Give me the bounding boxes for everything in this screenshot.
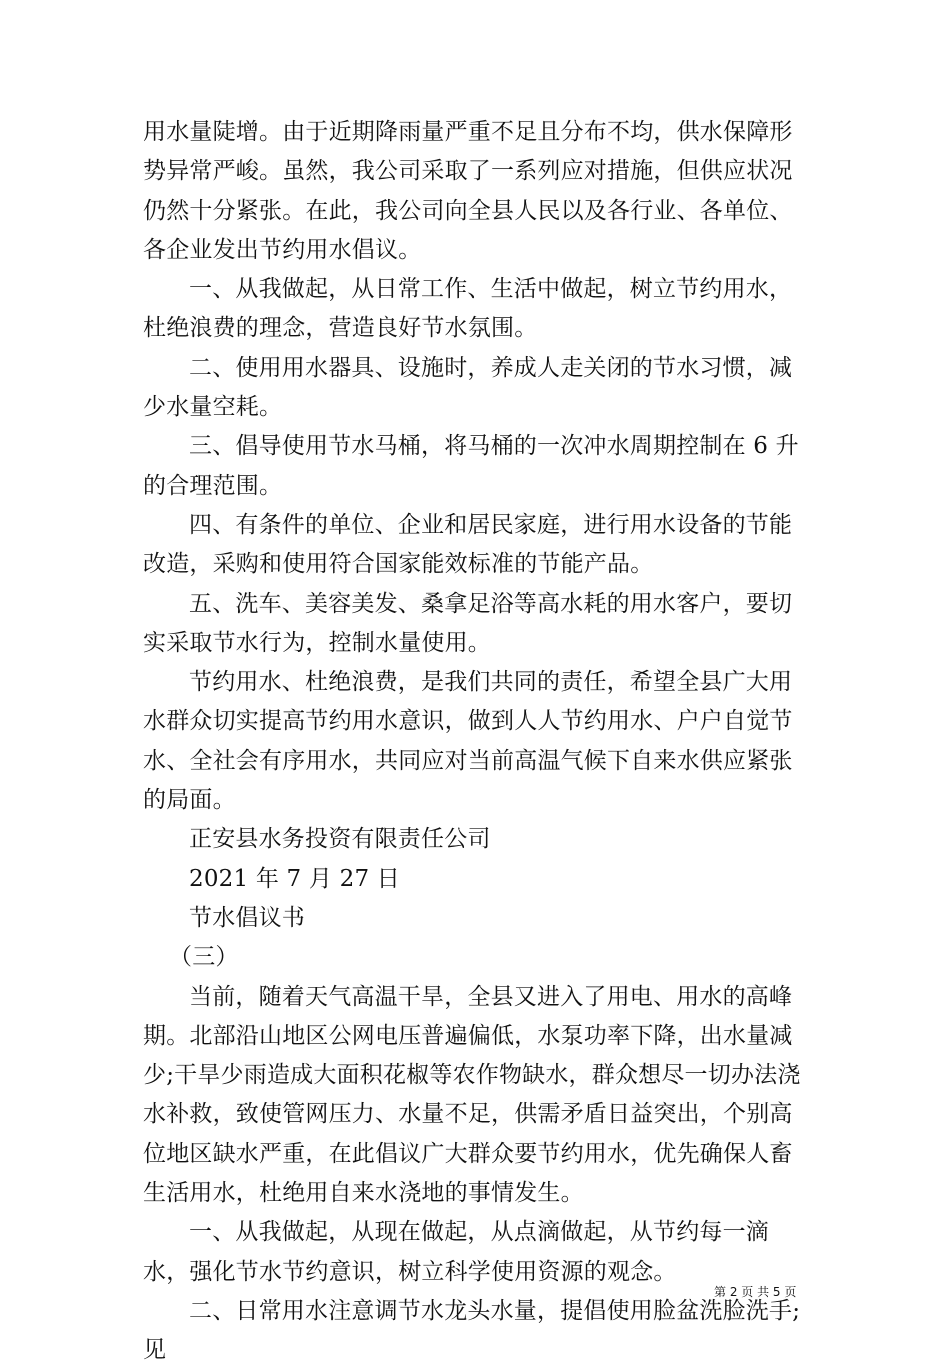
section-title: 节水倡议书 (189, 904, 305, 931)
paragraph-item-1: 一、从我做起，从日常工作、生活中做起，树立节约用水，杜绝浪费的理念，营造良好节水氛围。 (143, 276, 793, 342)
document-body (143, 113, 811, 1371)
signature-company: 正安县水务投资有限责任公司 (189, 826, 491, 853)
paragraph-item-2: 二、使用用水器具、设施时，养成人走关闭的节水习惯，减少水量空耗。 (143, 354, 793, 421)
section-number: （三） (169, 944, 239, 971)
page-number: 第 2 页 共 5 页 (714, 1285, 797, 1299)
paragraph-item-3: 三、倡导使用节水马桶，将马桶的一次冲水周期控制在 6 升的合理范围。 (143, 433, 799, 499)
paragraph-item-7: 二、日常用水注意调节水龙头水量，提倡使用脸盆洗脸洗手;见 (143, 1297, 801, 1364)
paragraph-item-4: 四、有条件的单位、企业和居民家庭，进行用水设备的节能改造，采购和使用符合国家能效标准的节能产品。 (143, 511, 793, 578)
paragraph-item-6: 一、从我做起，从现在做起，从点滴做起，从节约每一滴水，强化节水节约意识，树立科学使用资源的观念。 (143, 1219, 769, 1285)
paragraph-current: 当前，随着天气高温干旱，全县又进入了用电、用水的高峰期。北部沿山地区公网电压普遍偏低，水泵功率下降，出水量减少;干旱少雨造成大面积花椒等农作物缺水，群众想尽一切办法浇水补救，致使管网压力、水量不足，供需矛盾日益突出，个别高位地区缺水严重，在此倡议广大群众要节约用水，优先确保人畜生活用水，杜绝用自来水浇地的事情发生。 (143, 983, 801, 1207)
signature-date: 2021 年 7 月 27 日 (189, 865, 400, 892)
paragraph-closing: 节约用水、杜绝浪费，是我们共同的责任，希望全县广大用水群众切实提高节约用水意识，做到人人节约用水、户户自觉节水、全社会有序用水，共同应对当前高温气候下自来水供应紧张的局面。 (143, 669, 793, 814)
paragraph-item-5: 五、洗车、美容美发、桑拿足浴等高水耗的用水客户，要切实采取节水行为，控制水量使用。 (143, 590, 793, 656)
paragraph-intro: 用水量陡增。由于近期降雨量严重不足且分布不均，供水保障形势异常严峻。虽然，我公司采取了一系列应对措施，但供应状况仍然十分紧张。在此，我公司向全县人民以及各行业、各单位、各企业发出节约用水倡议。 (143, 119, 793, 263)
